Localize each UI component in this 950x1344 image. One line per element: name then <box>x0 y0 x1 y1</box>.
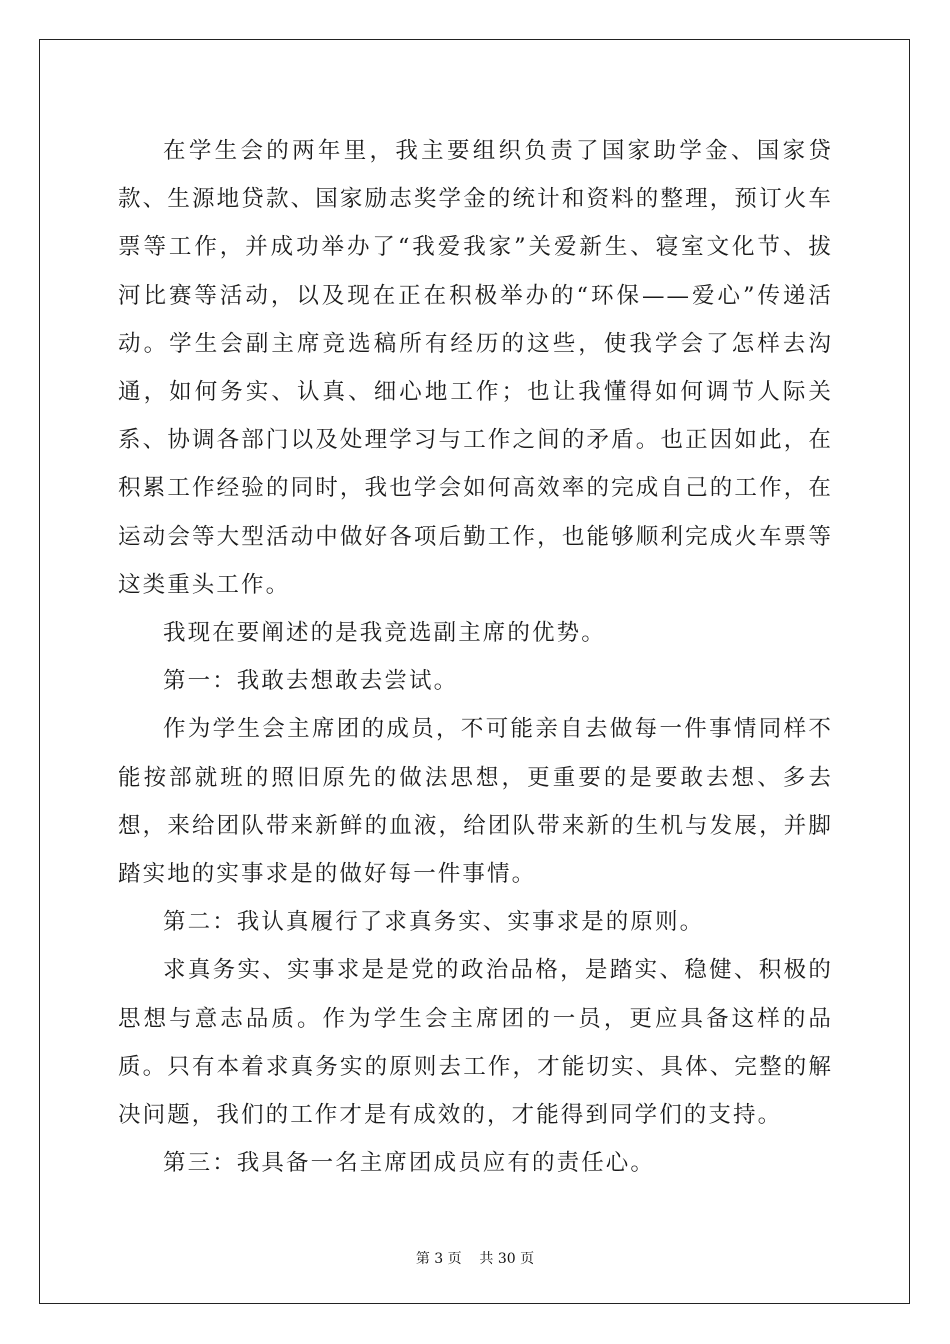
paragraph-point-two-heading: 第二：我认真履行了求真务实、实事求是的原则。 <box>163 909 705 936</box>
paragraph-advantages-intro: 我现在要阐述的是我竞选副主席的优势。 <box>163 620 606 647</box>
paragraph-point-one-heading: 第一：我敢去想敢去尝试。 <box>163 668 459 695</box>
document-body <box>118 127 833 1187</box>
paragraph-point-one-body: 作为学生会主席团的成员，不可能亲自去做每一件事情同样不能按部就班的照旧原先的做法思想，更重要的是要敢去想、多去想，来给团队带来新鲜的血液，给团队带来新的生机与发展，并脚踏实地的实事求是的做好每一件事情。 <box>118 716 833 888</box>
page-number-footer: 第 3 页 共 30 页 <box>415 1251 535 1267</box>
paragraph-point-two-body: 求真务实、实事求是是党的政治品格，是踏实、稳健、积极的思想与意志品质。作为学生会主席团的一员，更应具备这样的品质。只有本着求真务实的原则去工作，才能切实、具体、完整的解决问题，我们的工作才是有成效的，才能得到同学们的支持。 <box>118 957 833 1129</box>
paragraph-student-union-experience: 在学生会的两年里，我主要组织负责了国家助学金、国家贷款、生源地贷款、国家励志奖学金的统计和资料的整理，预订火车票等工作，并成功举办了“我爱我家”关爱新生、寝室文化节、拔河比赛等活动，以及现在正在积极举办的“环保——爱心”传递活动。学生会副主席竞选稿所有经历的这些，使我学会了怎样去沟通，如何务实、认真、细心地工作；也让我懂得如何调节人际关系、协调各部门以及处理学习与工作之间的矛盾。也正因如此，在积累工作经验的同时，我也学会如何高效率的完成自己的工作，在运动会等大型活动中做好各项后勤工作，也能够顺利完成火车票等这类重头工作。 <box>118 138 833 598</box>
paragraph-point-three-heading: 第三：我具备一名主席团成员应有的责任心。 <box>163 1150 656 1177</box>
